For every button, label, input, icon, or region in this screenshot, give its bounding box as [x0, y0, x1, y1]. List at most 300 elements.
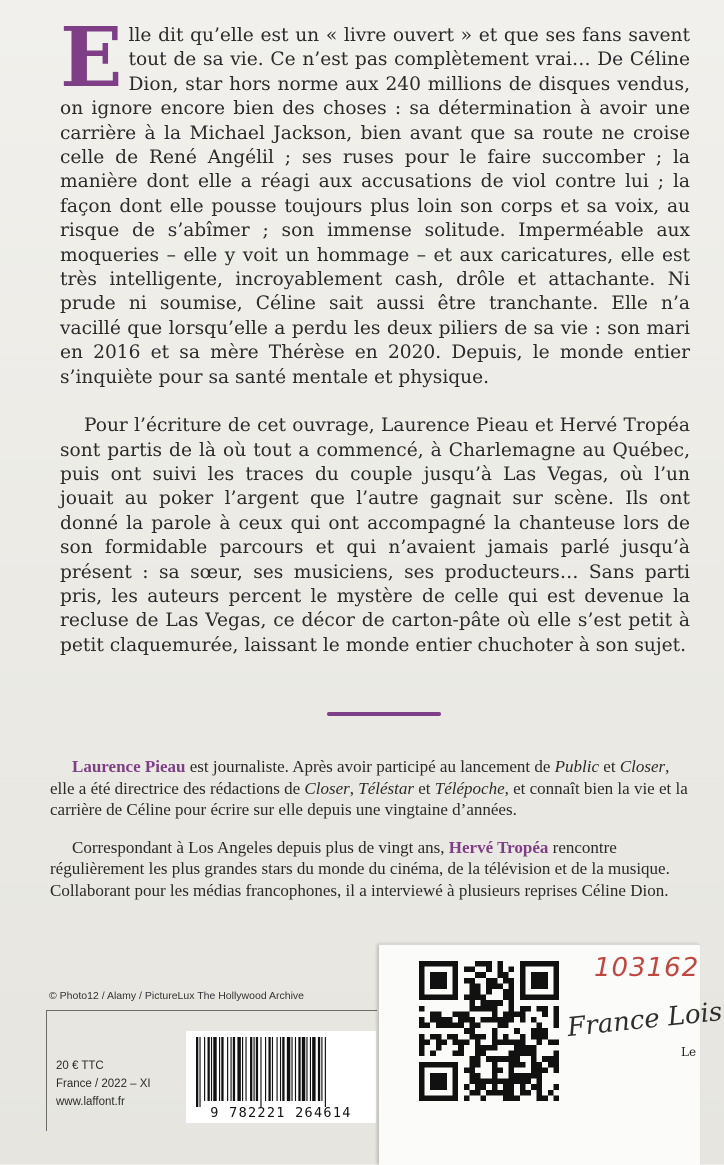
qr-module [469, 1000, 475, 1006]
qr-module [503, 972, 509, 978]
barcode-bar [219, 1037, 220, 1101]
qr-module [497, 983, 503, 989]
qr-module [475, 1084, 481, 1090]
qr-module [469, 1023, 475, 1029]
qr-module [509, 1011, 515, 1017]
qr-module [492, 1090, 498, 1096]
barcode-bar [245, 1037, 246, 1101]
qr-module [520, 1011, 526, 1017]
qr-module [520, 1045, 526, 1051]
qr-module [469, 1056, 475, 1062]
qr-module [503, 1090, 509, 1096]
publication-title: Closer [304, 778, 350, 798]
barcode-bar [242, 1037, 243, 1101]
barcode-bar [306, 1037, 307, 1101]
qr-module [419, 1051, 425, 1057]
barcode-bar [272, 1037, 273, 1101]
qr-module [503, 1084, 509, 1090]
publication-title: Télépoche [434, 778, 505, 798]
qr-module [514, 1062, 520, 1068]
qr-module [553, 1011, 559, 1017]
qr-module [430, 972, 447, 989]
qr-module [475, 995, 481, 1001]
qr-module [537, 1062, 543, 1068]
qr-module [537, 1073, 543, 1079]
blurb-paragraph-2: Pour l’écriture de cet ouvrage, Laurence Pieau et Hervé Tropéa sont partis de là où tout a commencé, à Charlemagne au Québec, puis ont suivi les traces du couple jusqu’à Las Vegas, où l’un jouait au poker l’argent que l’autre gagnait sur scène. Ils ont donné la parole à ceux qui ont accompagné la chanteuse lors de son formidable parcours et qui n’avaient jamais parlé jusqu’à présent : sa sœur, ses musiciens, ses producteurs… Sans parti pris, les auteurs percent le mystère de celle qui est devenue la recluse de Las Vegas, ce décor de carton-pâte où elle s’est petit à petit claquemurée, laissant le monde entier chuchoter à son sujet. [60, 415, 690, 656]
qr-module [481, 972, 487, 978]
qr-module [469, 1067, 475, 1073]
qr-module [419, 1017, 425, 1023]
qr-module [553, 1051, 559, 1057]
qr-module [447, 1023, 453, 1029]
section-divider [327, 712, 441, 716]
qr-module [497, 1067, 503, 1073]
qr-module [503, 1034, 509, 1040]
qr-module [509, 1006, 515, 1012]
qr-module [520, 1079, 526, 1085]
qr-module [436, 1017, 442, 1023]
qr-module [475, 1045, 481, 1051]
qr-module [542, 1034, 548, 1040]
qr-module [520, 995, 559, 1001]
qr-module [542, 1095, 548, 1101]
qr-module [425, 1023, 431, 1029]
qr-module [475, 1073, 481, 1079]
barcode-bar [196, 1037, 198, 1107]
qr-module [525, 1045, 531, 1051]
qr-module [441, 1039, 447, 1045]
qr-module [497, 1023, 503, 1029]
qr-module [464, 1095, 470, 1101]
qr-module [537, 1039, 543, 1045]
qr-module [469, 983, 475, 989]
barcode-bar [199, 1037, 200, 1107]
qr-module [419, 1039, 425, 1045]
qr-module [453, 1023, 459, 1029]
qr-module [542, 1011, 548, 1017]
qr-module [469, 1028, 475, 1034]
qr-module [537, 1067, 543, 1073]
qr-module [503, 1079, 509, 1085]
qr-module [458, 1051, 464, 1057]
qr-module [542, 1056, 548, 1062]
qr-module [525, 1079, 531, 1085]
qr-module [475, 1039, 481, 1045]
qr-module [458, 1011, 464, 1017]
qr-module [520, 1062, 526, 1068]
qr-module [481, 1079, 487, 1085]
bio-text: et [413, 778, 435, 798]
qr-module [492, 1084, 498, 1090]
qr-module [509, 1073, 537, 1079]
barcode-bar [295, 1037, 296, 1101]
qr-module [520, 1090, 526, 1096]
barcode-bar [302, 1037, 305, 1101]
qr-module [503, 1017, 509, 1023]
bio-text: Correspondant à Los Angeles depuis plus de vingt ans, [72, 837, 449, 857]
qr-module [469, 995, 475, 1001]
qr-module [475, 1056, 481, 1062]
qr-module [475, 1006, 481, 1012]
barcode-bar [233, 1037, 235, 1101]
retailer-signature: France Lois [565, 996, 724, 1044]
barcode-bar [298, 1037, 300, 1101]
qr-module [514, 1011, 520, 1017]
qr-module [419, 961, 458, 967]
qr-module [537, 1034, 543, 1040]
qr-module [531, 1056, 537, 1073]
bio-text: rencontre régulièrement les plus grandes stars du monde du cinéma, de la télévision et de la musique. Collaborant pour les médias francophones, il a interviewé à plusieurs reprises Céline Dion. [50, 837, 670, 900]
qr-module [514, 1079, 520, 1085]
qr-module [492, 1000, 498, 1006]
qr-module [419, 967, 425, 995]
qr-module [469, 1090, 475, 1096]
qr-module [464, 995, 470, 1001]
qr-module [441, 1017, 447, 1023]
qr-module [542, 1006, 548, 1012]
qr-module [419, 1006, 425, 1012]
qr-module [520, 1039, 526, 1045]
qr-module [497, 1039, 503, 1045]
qr-module [509, 1000, 515, 1006]
blurb-paragraph-1 [60, 10, 690, 390]
barcode-bar [287, 1037, 290, 1101]
qr-module [481, 1095, 487, 1101]
qr-module [537, 1079, 543, 1085]
qr-module [492, 1017, 498, 1023]
qr-module [553, 1006, 559, 1012]
qr-code-icon [419, 961, 559, 1101]
qr-module [497, 967, 503, 973]
photo-credit: © Photo12 / Alamy / PictureLux The Hollywood Archive [49, 990, 305, 1002]
qr-module [497, 1017, 503, 1023]
drop-cap: E [60, 10, 123, 106]
barcode-bar [256, 1037, 258, 1101]
qr-module [514, 1045, 520, 1051]
qr-module [520, 961, 559, 967]
qr-module [503, 1011, 509, 1017]
qr-module [453, 1067, 459, 1095]
qr-module [537, 1006, 543, 1012]
qr-module [492, 1006, 498, 1012]
qr-module [419, 1062, 458, 1068]
qr-module [475, 1034, 481, 1040]
barcode-bar [227, 1037, 228, 1101]
qr-module [469, 967, 475, 973]
qr-module [447, 1017, 453, 1023]
qr-module [419, 995, 458, 1001]
qr-module [509, 989, 515, 995]
barcode-bar [291, 1037, 292, 1101]
qr-module [537, 1095, 543, 1101]
qr-module [520, 967, 526, 995]
qr-module [497, 972, 503, 978]
barcode-bar [280, 1037, 281, 1101]
barcode-bar [268, 1037, 270, 1101]
qr-module [481, 995, 487, 1001]
qr-module [503, 995, 509, 1001]
qr-module [464, 1084, 470, 1090]
qr-module [509, 1039, 515, 1045]
qr-module [525, 1006, 531, 1012]
qr-module [503, 1056, 509, 1062]
barcode-bar [250, 1037, 252, 1101]
qr-module [430, 1017, 436, 1023]
qr-module [553, 1039, 559, 1045]
bio-text: , et connaît bien la vie et la carrière de Céline pour écrire sur elle depuis une vingtaine d’années. [50, 778, 688, 819]
bio-text: , elle a été directrice des rédactions de [50, 757, 670, 798]
qr-module [475, 1079, 481, 1085]
qr-module [553, 1062, 559, 1068]
qr-module [548, 1062, 554, 1068]
qr-module [453, 1039, 459, 1045]
qr-module [503, 978, 509, 984]
qr-module [492, 978, 498, 984]
qr-module [464, 1039, 470, 1045]
qr-module [430, 1034, 436, 1040]
author-name-2: Hervé Tropéa [448, 837, 549, 857]
qr-module [430, 1073, 447, 1090]
publisher-website: www.laffont.fr [56, 1096, 125, 1108]
author-name-1: Laurence Pieau [72, 757, 186, 776]
retailer-sticker [379, 944, 724, 1165]
qr-module [419, 1045, 425, 1051]
bio-text: et [599, 757, 620, 776]
qr-module [531, 1028, 537, 1034]
qr-module [553, 967, 559, 995]
qr-module [497, 1090, 503, 1096]
bio-laurence-pieau [50, 756, 694, 821]
barcode-bar [277, 1037, 278, 1101]
qr-module [548, 1056, 554, 1062]
barcode-bar [231, 1037, 232, 1101]
qr-module [486, 1000, 492, 1006]
qr-module [475, 1051, 481, 1057]
qr-module [486, 983, 492, 989]
qr-module [509, 978, 515, 984]
book-blurb [60, 10, 690, 658]
edition-label: France / 2022 – XI [56, 1078, 151, 1090]
qr-module [475, 961, 481, 967]
qr-module [475, 1062, 481, 1068]
qr-module [492, 1011, 498, 1017]
barcode-bar [213, 1037, 216, 1101]
qr-module [475, 1090, 481, 1096]
barcode-bar [318, 1037, 320, 1101]
barcode-bar [310, 1037, 311, 1101]
qr-module [475, 972, 481, 978]
qr-module [458, 1039, 464, 1045]
qr-module [509, 967, 515, 973]
isbn-number: 9 782221 264614 [210, 1105, 352, 1121]
qr-module [531, 972, 548, 989]
qr-module [486, 1079, 492, 1085]
qr-module [514, 1039, 520, 1045]
barcode-bar [312, 1037, 315, 1101]
qr-module [430, 1011, 436, 1017]
qr-module [492, 1045, 498, 1051]
qr-module [509, 995, 515, 1001]
barcode-bar [260, 1037, 261, 1107]
qr-module [469, 1006, 475, 1012]
qr-module [464, 978, 470, 984]
qr-module [469, 978, 475, 984]
qr-module [486, 978, 492, 984]
qr-module [464, 1067, 470, 1073]
price-info [56, 1057, 151, 1111]
qr-module [453, 1051, 459, 1057]
barcode-bar [325, 1037, 326, 1107]
qr-module [481, 1000, 487, 1006]
qr-module [453, 967, 459, 995]
qr-module [436, 1011, 442, 1017]
qr-module [469, 1062, 475, 1068]
qr-module [481, 1017, 487, 1023]
qr-module [469, 1017, 475, 1023]
qr-module [492, 1079, 498, 1085]
qr-module [531, 1084, 537, 1090]
qr-module [509, 1051, 537, 1057]
qr-module [481, 1045, 487, 1051]
qr-module [425, 1039, 431, 1045]
qr-module [464, 967, 470, 973]
qr-module [531, 1045, 537, 1051]
barcode-bar [221, 1037, 223, 1101]
qr-module [481, 1084, 487, 1090]
qr-module [553, 1067, 559, 1073]
qr-module [481, 1006, 487, 1012]
qr-module [486, 967, 492, 973]
qr-module [497, 1079, 503, 1085]
qr-module [469, 1073, 475, 1079]
qr-module [419, 1067, 425, 1095]
barcode-bar [237, 1037, 240, 1101]
qr-module [481, 1051, 487, 1057]
publication-title: Public [554, 757, 600, 776]
qr-module [520, 1017, 526, 1023]
qr-module [486, 1045, 492, 1051]
qr-module [503, 989, 509, 995]
qr-module [509, 1017, 515, 1023]
author-bios [50, 756, 694, 901]
qr-module [509, 983, 515, 989]
qr-module [481, 961, 487, 967]
blurb-text-1: lle dit qu’elle est un « livre ouvert » et que ses fans savent tout de sa vie. Ce n’est pas complètement vrai… De Céline Dion, star hors norme aux 240 millions de disques vendus, on ignore encore bien des choses : sa détermination à avoir une carrière à la Michael Jackson, bien avant que sa route ne croise celle de René Angélil ; ses ruses pour le faire succomber ; la manière dont elle a réagi aux accusations de viol contre lui ; la façon dont elle pousse toujours plus loin son corps et sa voix, au risque de s’abîmer ; son immense solitude. Imperméable aux moqueries – elle y voit un hommage – et aux caricatures, elle est très intelligente, incroyablement cash, drôle et attachante. Ni prude ni soumise, Céline sait aussi être tranchante. Elle n’a vacillé que lorsqu’elle a perdu les deux piliers de sa vie : son mari en 2016 et sa mère Thérèse en 2020. Depuis, le monde entier s’inquiète pour sa santé mentale et physique. [60, 25, 690, 388]
barcode-icon [186, 1031, 376, 1123]
qr-module [525, 1090, 531, 1096]
qr-module [492, 1067, 498, 1073]
qr-module [548, 1039, 554, 1045]
qr-module [509, 1079, 515, 1085]
qr-module [464, 1017, 470, 1023]
qr-module [492, 1073, 498, 1079]
qr-module [469, 1079, 475, 1085]
qr-module [537, 1028, 543, 1034]
qr-module [503, 1023, 509, 1029]
qr-module [430, 1051, 436, 1057]
qr-module [509, 1084, 515, 1090]
qr-module [553, 1017, 559, 1023]
qr-module [509, 1056, 515, 1073]
qr-module [419, 1095, 458, 1101]
barcode-bar [211, 1037, 212, 1101]
qr-module [497, 1000, 503, 1006]
qr-module [486, 1017, 492, 1023]
qr-module [464, 1011, 470, 1017]
qr-module [553, 1084, 559, 1090]
barcode-bar [208, 1037, 210, 1101]
sticker-label: Le [681, 1045, 697, 1059]
qr-module [436, 1034, 442, 1040]
qr-module [503, 1039, 509, 1045]
qr-module [458, 1023, 464, 1029]
qr-module [441, 1023, 447, 1029]
bio-text: , [349, 778, 359, 798]
qr-module [537, 1090, 543, 1096]
qr-module [419, 1034, 425, 1040]
qr-module [553, 1056, 559, 1062]
qr-module [514, 1028, 520, 1034]
barcode-bar [204, 1037, 205, 1101]
qr-module [486, 1006, 492, 1012]
qr-module [520, 1006, 526, 1012]
qr-module [537, 1023, 543, 1029]
barcode-bars [192, 1037, 370, 1107]
qr-module [486, 961, 492, 967]
barcode-bar [282, 1037, 284, 1101]
qr-module [486, 989, 492, 995]
bio-herve-tropea [50, 837, 694, 902]
stock-number: 103162 [594, 953, 700, 983]
qr-module [531, 1017, 537, 1023]
qr-module [464, 1028, 470, 1034]
bio-text: est journaliste. Après avoir participé au lancement de [185, 757, 555, 776]
qr-module [436, 1045, 442, 1051]
qr-module [548, 1090, 554, 1096]
qr-module [492, 1062, 498, 1068]
qr-module [486, 1090, 492, 1096]
qr-module [537, 1084, 543, 1090]
qr-module [492, 1034, 498, 1040]
publication-title: Closer [619, 757, 666, 776]
qr-module [469, 989, 475, 995]
qr-module [553, 1023, 559, 1029]
qr-module [492, 983, 498, 989]
qr-module [520, 1034, 526, 1040]
qr-module [469, 1034, 475, 1040]
publication-title: Téléstar [358, 778, 414, 798]
qr-module [553, 1095, 559, 1101]
qr-module [509, 1090, 515, 1096]
qr-module [531, 1034, 537, 1040]
qr-module [458, 1045, 464, 1051]
qr-module [497, 961, 503, 967]
qr-module [475, 983, 481, 989]
qr-module [492, 1028, 498, 1034]
qr-module [492, 1039, 498, 1045]
qr-module [475, 1023, 481, 1029]
qr-module [497, 1056, 503, 1062]
qr-module [503, 1095, 509, 1101]
barcode-bar [321, 1037, 322, 1101]
qr-module [542, 1028, 548, 1034]
qr-module [453, 1034, 459, 1040]
price-label: 20 € TTC [56, 1060, 104, 1072]
qr-module [509, 1095, 515, 1101]
qr-module [542, 1067, 548, 1073]
qr-module [419, 1023, 425, 1029]
qr-module [481, 1034, 487, 1040]
